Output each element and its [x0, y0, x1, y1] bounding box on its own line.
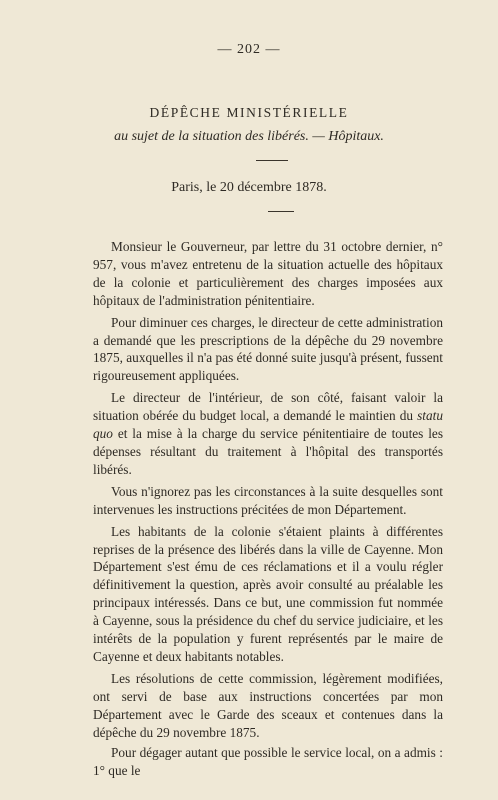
paragraph-3-text-end: et la mise à la charge du service pénitentiaire de toutes les dépenses résultant du traitement à l'hôpital des transportés libérés.: [93, 426, 443, 477]
separator-rule-2: [268, 211, 294, 212]
paragraph-4: Vous n'ignorez pas les circonstances à la suite desquelles sont intervenues les instructions précitées de mon Département.: [93, 483, 443, 517]
paragraph-3: [93, 389, 443, 479]
separator-rule: [256, 160, 288, 161]
paragraph-5: Les habitants de la colonie s'étaient plaints à différentes reprises de la présence des libérés dans la ville de Cayenne. Mon Département s'est ému de ces réclamations et il a voulu régler définitivement la question, après avoir consulté au préalable les principaux intéressés. Dans ce but, une commission fut nommée à Cayenne, sous la présidence du chef du service judiciaire, et les intérêts de la population y furent représentés par le maire de Cayenne et deux habitants notables.: [93, 523, 443, 664]
body-text: [93, 238, 443, 784]
latin-phrase: statu quo: [93, 408, 443, 442]
page-number: — 202 —: [217, 42, 281, 57]
document-title: DÉPÊCHE MINISTÉRIELLE: [149, 105, 349, 120]
paragraph-3-text-start: Le directeur de l'intérieur, de son côté, faisant valoir la situation obérée du budget local, a demandé le maintien du: [93, 390, 443, 424]
paragraph-1: Monsieur le Gouverneur, par lettre du 31 octobre dernier, n° 957, vous m'avez entretenu de la situation actuelle des hôpitaux de la colonie et particulièrement des charges imposées aux hôpitaux de l'administration pénitentiaire.: [93, 239, 443, 308]
document-subtitle: au sujet de la situation des libérés. — Hôpitaux.: [114, 129, 384, 144]
paragraph-7: Pour dégager autant que possible le service local, on a admis : 1° que le: [93, 745, 443, 779]
paragraph-6: Les résolutions de cette commission, légèrement modifiées, ont servi de base aux instructions concertées par mon Département avec le Garde des sceaux et contenues dans la dépêche du 29 novembre 1875.: [93, 670, 443, 740]
paragraph-2: Pour diminuer ces charges, le directeur de cette administration a demandé que les prescriptions de la dépêche du 29 novembre 1875, auxquelles il n'a pas été donné suite jusqu'à présent, fussent rigoureusement appliquées.: [93, 314, 443, 384]
dateline: Paris, le 20 décembre 1878.: [171, 180, 327, 195]
